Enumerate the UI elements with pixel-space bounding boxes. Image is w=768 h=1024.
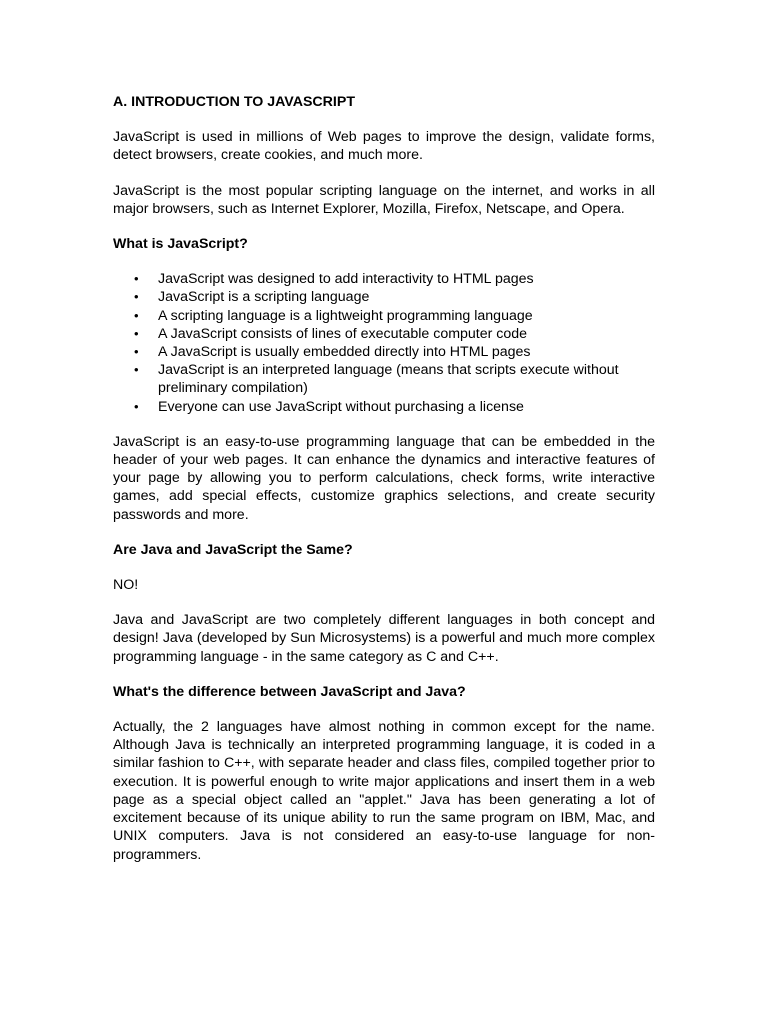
section-title: A. INTRODUCTION TO JAVASCRIPT xyxy=(113,94,355,110)
java-same-heading: Are Java and JavaScript the Same? xyxy=(113,541,353,558)
bullet-icon: • xyxy=(134,398,139,414)
what-is-javascript-heading: What is JavaScript? xyxy=(113,236,248,253)
intro-paragraph-1: JavaScript is used in millions of Web pages to improve the design, validate forms, detect browsers, create cookies, and much more. xyxy=(113,129,655,164)
feature-bullet-list xyxy=(113,270,655,416)
list-item: • A scripting language is a lightweight programming language xyxy=(134,307,533,324)
bullet-icon: • xyxy=(134,289,139,305)
list-item: • A JavaScript is usually embedded directly into HTML pages xyxy=(134,344,531,361)
list-item: • JavaScript is a scripting language xyxy=(134,289,370,306)
bullet-icon: • xyxy=(134,344,139,360)
bullet-icon: • xyxy=(134,271,139,287)
bullet-icon: • xyxy=(134,307,139,323)
difference-paragraph: Actually, the 2 languages have almost nothing in common except for the name. Although Java is technically an interpreted programming language, it is coded in a similar fashion to C++, with separate header and class files, compiled together prior to execution. It is powerful enough to write major applications and insert them in a web page as a special object called an "applet." Java has been generating a lot of excitement because of its unique ability to run the same program on IBM, Mac, and UNIX computers. Java is not considered an easy-to-use language for non-programmers. xyxy=(113,719,655,863)
intro-paragraph-2: JavaScript is the most popular scripting language on the internet, and works in all major browsers, such as Internet Explorer, Mozilla, Firefox, Netscape, and Opera. xyxy=(113,182,655,217)
list-item: • A JavaScript consists of lines of executable computer code xyxy=(134,325,528,342)
list-item: • JavaScript was designed to add interactivity to HTML pages xyxy=(134,271,534,288)
different-languages-paragraph: Java and JavaScript are two completely different languages in both concept and design! Java (developed by Sun Microsystems) is a powerful and much more complex programming language - in the same category as C and C++. xyxy=(113,612,655,665)
list-item: • Everyone can use JavaScript without purchasing a license xyxy=(134,398,524,415)
difference-heading: What's the difference between JavaScript and Java? xyxy=(113,683,466,700)
bullet-icon: • xyxy=(134,325,139,341)
no-answer: NO! xyxy=(113,577,139,594)
list-item: • JavaScript is an interpreted language (means that scripts execute without preliminary compilation) xyxy=(134,362,619,397)
easy-to-use-paragraph: JavaScript is an easy-to-use programming language that can be embedded in the header of your web pages. It can enhance the dynamics and interactive features of your page by allowing you to perform calculations, check forms, write interactive games, add special effects, customize graphics selections, and create security passwords and more. xyxy=(113,433,655,523)
document-page xyxy=(113,93,655,864)
bullet-icon: • xyxy=(134,362,139,378)
